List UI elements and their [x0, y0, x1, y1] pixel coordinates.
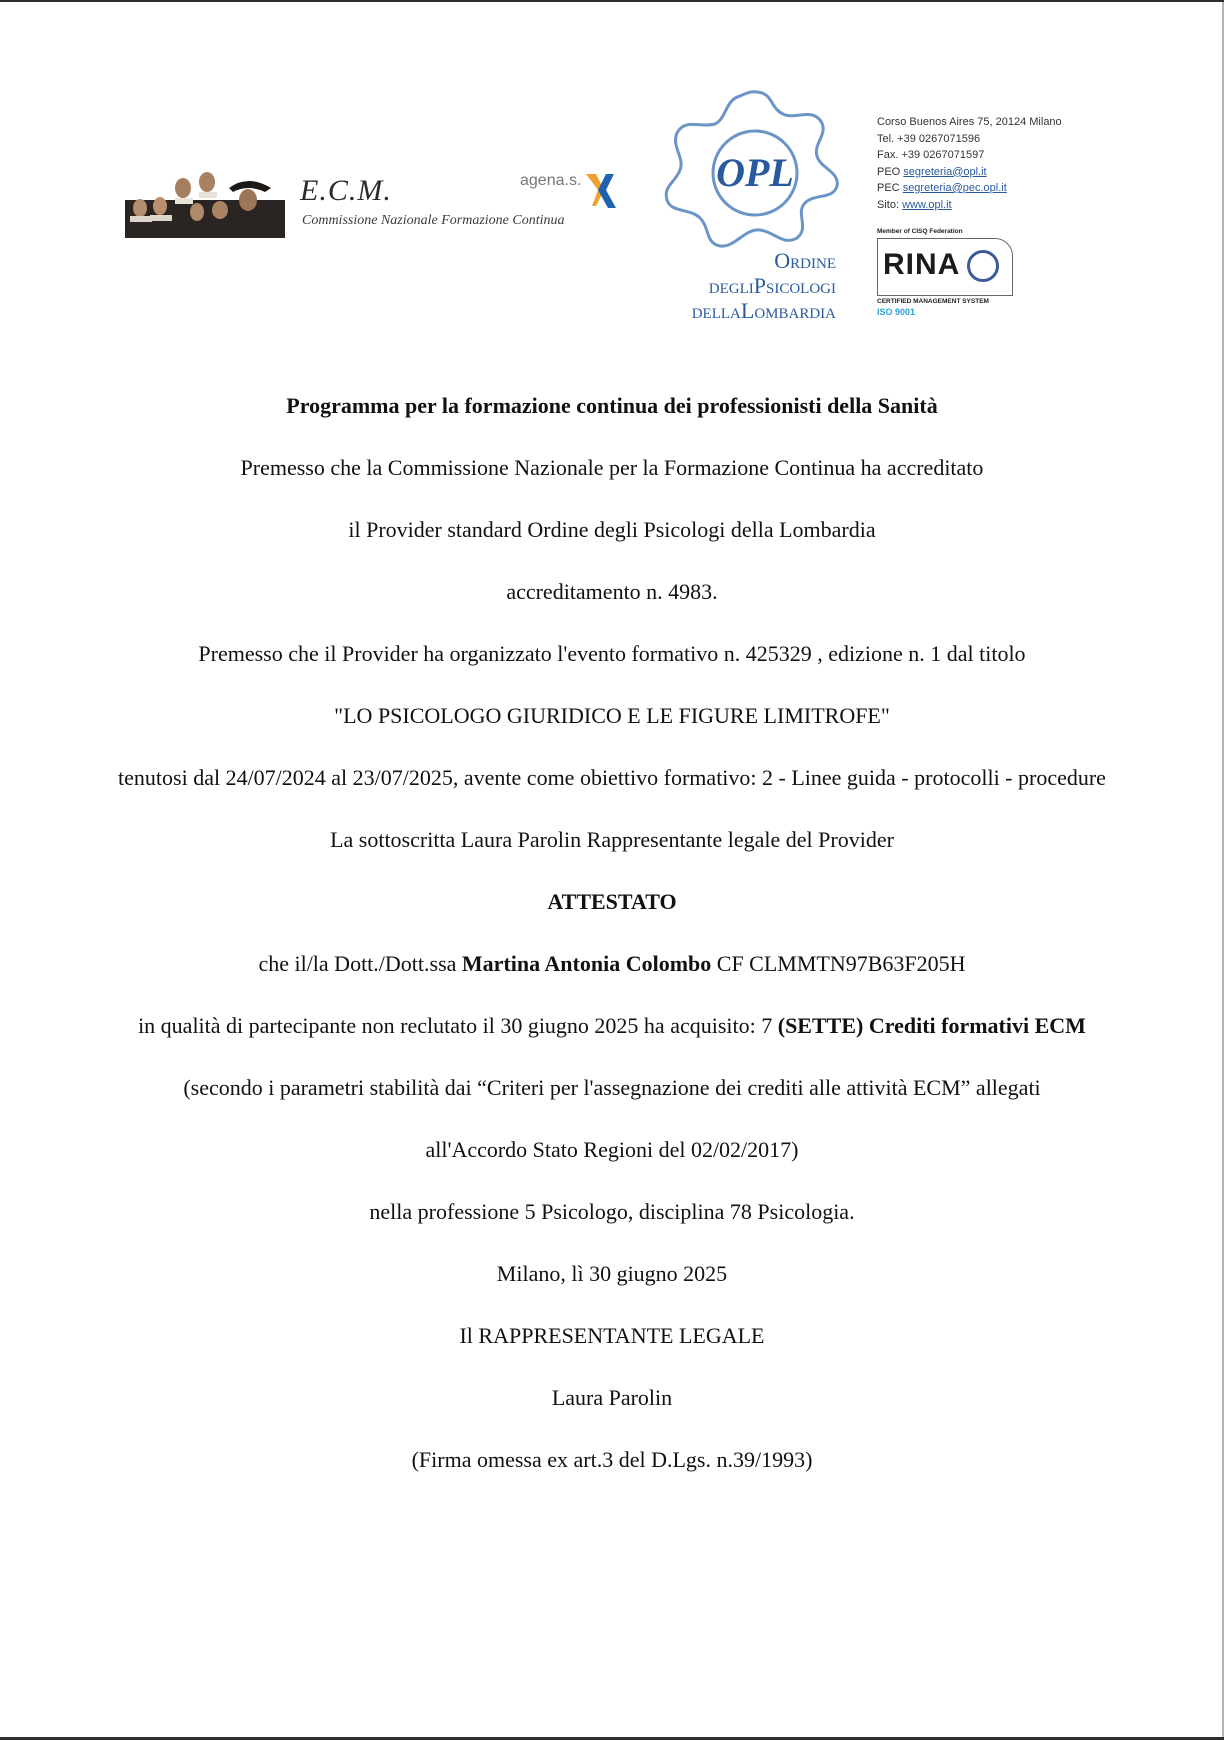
- peo-email-link[interactable]: segreteria@opl.it: [903, 165, 987, 178]
- opl-name-line3-prefix: DELLA: [691, 306, 741, 322]
- agenas-label: agena.s.: [520, 172, 582, 189]
- place-date: Milano, lì 30 giugno 2025: [496, 1261, 728, 1286]
- rina-certification-logo: [877, 228, 1017, 328]
- opl-name-line3-main: Lombardia: [740, 298, 836, 323]
- rina-certified-text: CERTIFIED MANAGEMENT SYSTEM: [877, 298, 989, 305]
- site-link[interactable]: www.opl.it: [902, 198, 952, 211]
- contact-tel: Tel. +39 0267071596: [877, 132, 981, 145]
- criteria-line-1: (secondo i parametri stabilità dai “Criteri per l'assegnazione dei crediti alle attività ECM” allegati: [183, 1075, 1041, 1100]
- event-title: "LO PSICOLOGO GIURIDICO E LE FIGURE LIMITROFE": [334, 703, 890, 728]
- signer-title: Il RAPPRESENTANTE LEGALE: [459, 1323, 765, 1348]
- credits-line: [0, 1013, 1224, 1039]
- contact-fax: Fax. +39 0267071597: [877, 149, 985, 161]
- ecm-subtitle: Commissione Nazionale Formazione Continua: [302, 213, 565, 228]
- rina-wordmark: RINA: [883, 248, 961, 281]
- recipient-line: [0, 951, 1224, 977]
- opl-logo: [655, 88, 855, 248]
- rina-member-text: Member of CISQ Federation: [877, 228, 963, 235]
- site-label: Sito:: [877, 198, 900, 211]
- opl-name-line2-prefix: DEGLI: [708, 281, 754, 297]
- recipient-name: Martina Antonia Colombo: [461, 951, 712, 976]
- profession-line: nella professione 5 Psicologo, disciplina 78 Psicologia.: [369, 1199, 855, 1224]
- signature-note: (Firma omessa ex art.3 del D.Lgs. n.39/1993): [411, 1447, 813, 1472]
- opl-name: [650, 250, 836, 325]
- signer-name: Laura Parolin: [551, 1385, 673, 1410]
- program-title: Programma per la formazione continua dei professionisti della Sanità: [286, 393, 938, 418]
- peo-label: PEO: [877, 165, 901, 178]
- iqnet-seal-icon: [967, 250, 999, 282]
- credits-bold: (SETTE) Crediti formativi ECM: [777, 1013, 1086, 1038]
- recipient-prefix: che il/la Dott./Dott.ssa: [258, 951, 462, 976]
- recipient-cf: CF CLMMTN97B63F205H: [711, 951, 966, 976]
- contact-info: [877, 114, 1062, 213]
- opl-name-line1: Ordine: [774, 248, 836, 273]
- criteria-line-2: all'Accordo Stato Regioni del 02/02/2017): [425, 1137, 799, 1162]
- opl-name-line2-main: Psicologi: [753, 273, 836, 298]
- agenas-logo-icon: [582, 170, 618, 210]
- opl-monogram: OPL: [716, 150, 794, 195]
- credits-prefix: in qualità di partecipante non reclutato il 30 giugno 2025 ha acquisito: 7: [138, 1013, 778, 1038]
- rina-iso-text: ISO 9001: [877, 307, 916, 317]
- ecm-title: E.C.M.: [300, 174, 392, 207]
- period-line: tenutosi dal 24/07/2024 al 23/07/2025, avente come obiettivo formativo: 2 - Linee guida - protocolli - procedure: [118, 765, 1106, 790]
- page-top-border: [0, 0, 1224, 2]
- attestato-heading: ATTESTATO: [547, 889, 677, 914]
- undersigned-line: La sottoscritta Laura Parolin Rappresentante legale del Provider: [330, 827, 894, 852]
- pec-label: PEC: [877, 182, 900, 194]
- ecm-painting-logo: [125, 170, 285, 238]
- premise-1: Premesso che la Commissione Nazionale per la Formazione Continua ha accreditato: [240, 455, 984, 480]
- accreditation-number: accreditamento n. 4983.: [506, 579, 718, 604]
- pec-email-link[interactable]: segreteria@pec.opl.it: [902, 182, 1007, 194]
- premise-2: Premesso che il Provider ha organizzato l'evento formativo n. 425329 , edizione n. 1 dal titolo: [198, 641, 1026, 666]
- provider-line: il Provider standard Ordine degli Psicologi della Lombardia: [348, 517, 876, 542]
- contact-address: Corso Buenos Aires 75, 20124 Milano: [877, 116, 1062, 128]
